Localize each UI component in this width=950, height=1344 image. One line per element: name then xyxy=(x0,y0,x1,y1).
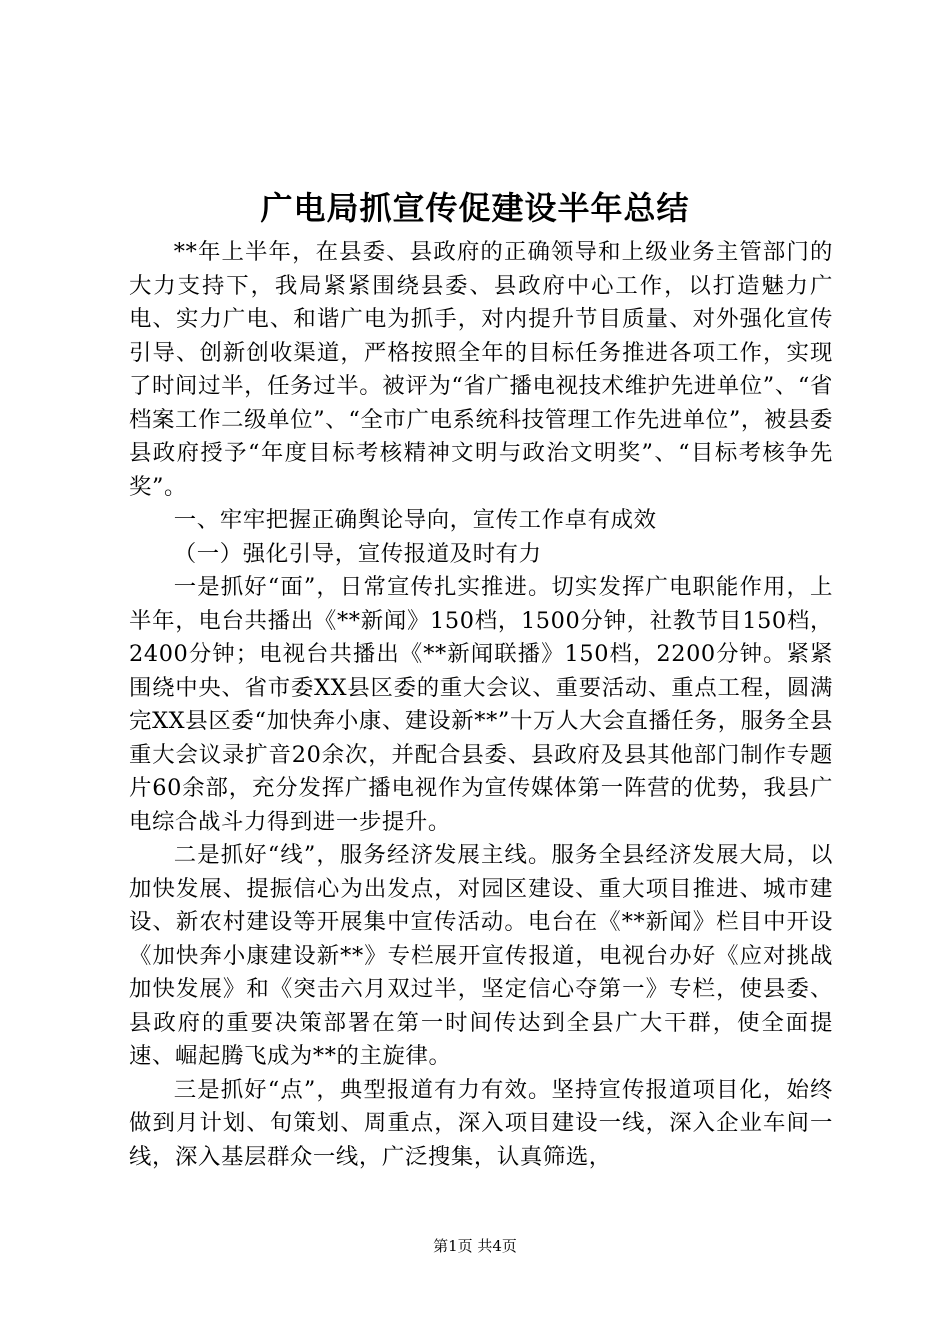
document-body xyxy=(129,236,833,1174)
intro-paragraph: **年上半年，在县委、县政府的正确领导和上级业务主管部门的大力支持下，我局紧紧围绕县委、县政府中心工作，以打造魅力广电、实力广电、和谐广电为抓手，对内提升节目质量、对外强化宣传引导、创新创收渠道，严格按照全年的目标任务推进各项工作，实现了时间过半，任务过半。被评为“省广播电视技术维护先进单位”、“省档案工作二级单位”、“全市广电系统科技管理工作先进单位”，被县委县政府授予“年度目标考核精神文明与政治文明奖”、“目标考核争先奖”。 xyxy=(129,239,833,500)
page-number-footer: 第1页 共4页 xyxy=(433,1237,517,1255)
body-paragraph-3: 三是抓好“点”，典型报道有力有效。坚持宣传报道项目化，始终做到月计划、旬策划、周重点，深入项目建设一线，深入企业车间一线，深入基层群众一线，广泛搜集，认真筛选， xyxy=(129,1076,833,1170)
section-heading: 一、牢牢把握正确舆论导向，宣传工作卓有成效 xyxy=(173,507,657,533)
body-paragraph-1: 一是抓好“面”，日常宣传扎实推进。切实发挥广电职能作用，上半年，电台共播出《**新闻》150档，1500分钟，社教节目150档，2400分钟；电视台共播出《**新闻联播》150档，2200分钟。紧紧围绕中央、省市委XX县区委的重大会议、重要活动、重点工程，圆满完XX县区委“加快奔小康、建设新**”十万人大会直播任务，服务全县重大会议录扩音20余次，并配合县委、县政府及县其他部门制作专题片60余部，充分发挥广播电视作为宣传媒体第一阵营的优势，我县广电综合战斗力得到进一步提升。 xyxy=(129,574,833,835)
document-title: 广电局抓宣传促建设半年总结 xyxy=(260,189,690,227)
body-paragraph-2: 二是抓好“线”，服务经济发展主线。服务全县经济发展大局，以加快发展、提振信心为出发点，对园区建设、重大项目推进、城市建设、新农村建设等开展集中宣传活动。电台在《**新闻》栏目中开设《加快奔小康建设新**》专栏展开宣传报道，电视台办好《应对挑战加快发展》和《突击六月双过半，坚定信心夺第一》专栏，使县委、县政府的重要决策部署在第一时间传达到全县广大干群，使全面提速、崛起腾飞成为**的主旋律。 xyxy=(129,842,833,1069)
subsection-heading: （一）强化引导，宣传报道及时有力 xyxy=(173,540,542,567)
